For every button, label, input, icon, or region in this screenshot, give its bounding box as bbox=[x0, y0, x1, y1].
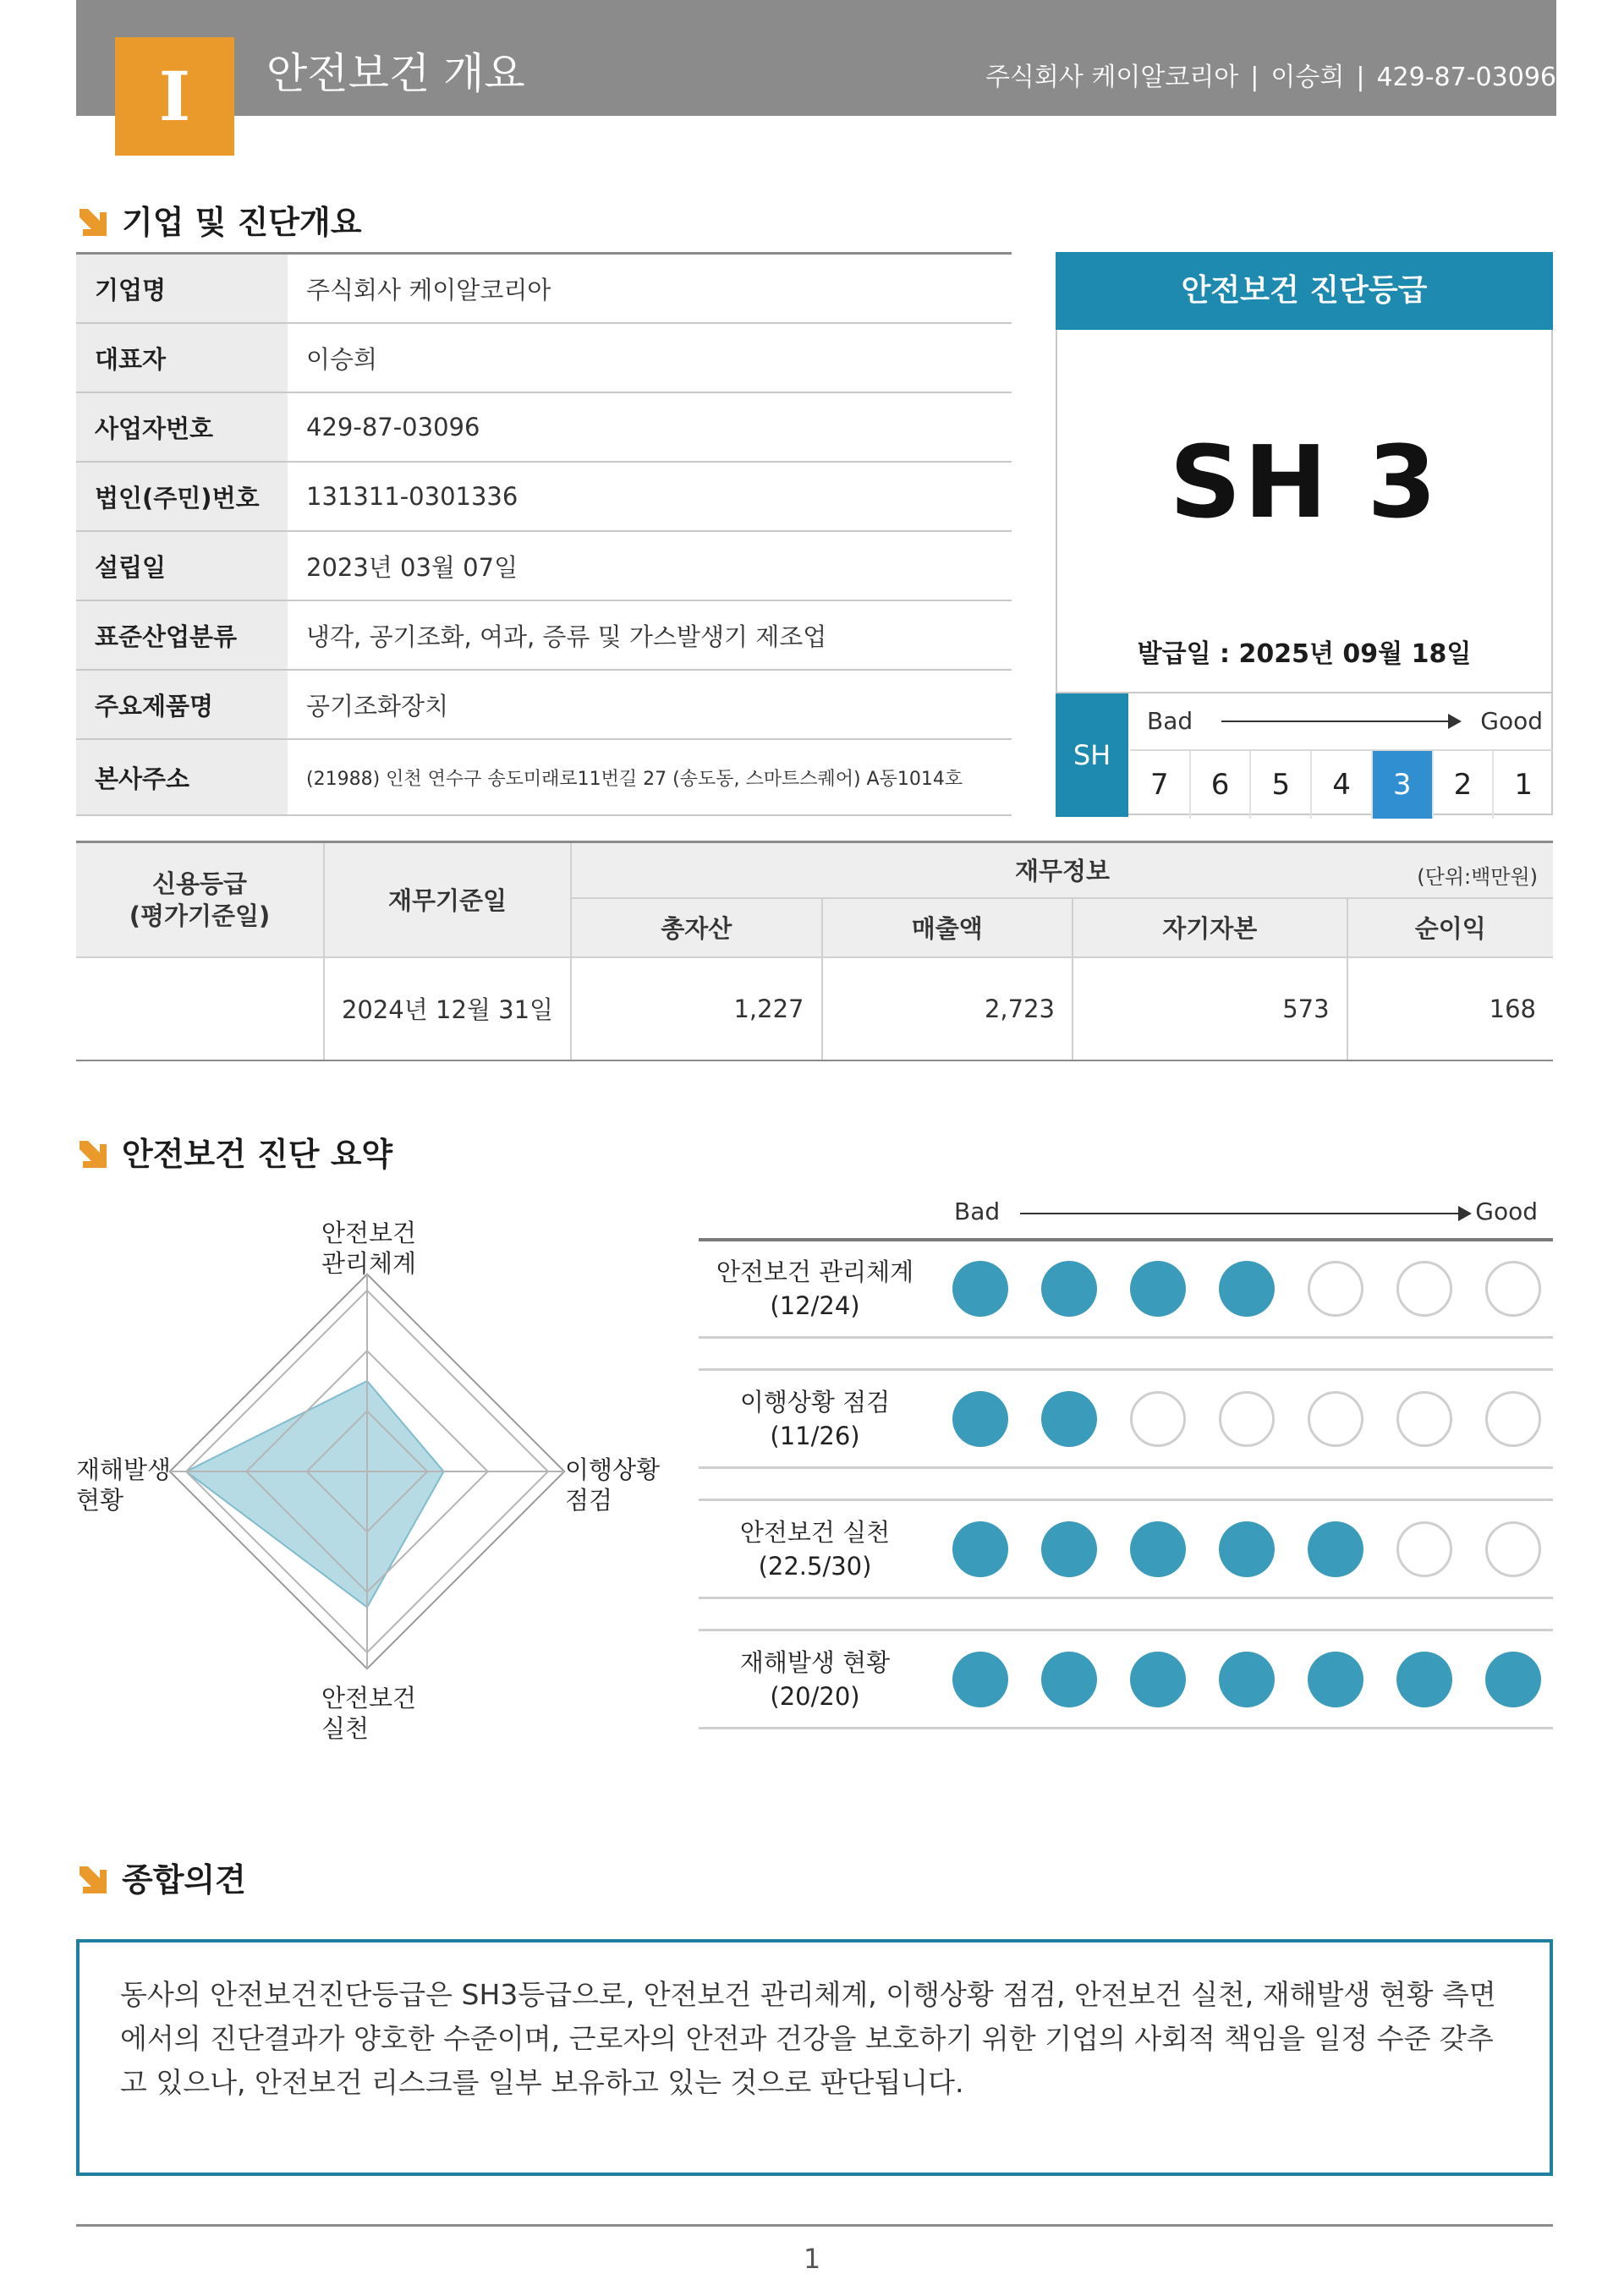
section-heading-overview bbox=[76, 201, 361, 244]
row-value: (21988) 인천 연수구 송도미래로11번길 27 (송도동, 스마트스퀘어) A동1014호 bbox=[306, 768, 963, 790]
credit-header bbox=[76, 842, 324, 957]
page-title: 안전보건 개요 bbox=[266, 49, 525, 98]
header-company: 주식회사 케이알코리아 bbox=[985, 63, 1239, 92]
radar-label-line: 현황 bbox=[76, 1486, 124, 1515]
radar-chart bbox=[76, 1218, 685, 1759]
filled-dot bbox=[1130, 1261, 1186, 1317]
table-row bbox=[76, 324, 1012, 393]
summary-score-panel bbox=[699, 1194, 1553, 1759]
header-meta: 주식회사 케이알코리아 | 이승희 | 429-87-03096 bbox=[985, 63, 1556, 92]
score-dots bbox=[952, 1391, 1541, 1447]
table-row bbox=[76, 463, 1012, 532]
arrow-right-icon bbox=[1020, 1213, 1468, 1214]
row-key: 법인(주민)번호 bbox=[76, 463, 288, 530]
summary-row-title: 안전보건 관리체계 bbox=[716, 1258, 914, 1286]
filled-dot bbox=[952, 1391, 1008, 1447]
filled-dot bbox=[1130, 1652, 1186, 1707]
finance-info-label: 재무정보 bbox=[1014, 857, 1111, 886]
filled-dot bbox=[1219, 1261, 1275, 1317]
filled-dot bbox=[952, 1261, 1008, 1317]
filled-dot bbox=[1041, 1261, 1097, 1317]
radar-label-line: 재해발생 bbox=[76, 1455, 172, 1484]
dots-bad-label: Bad bbox=[954, 1197, 1001, 1225]
radar-label-line: 이행상황 bbox=[565, 1455, 661, 1484]
credit-header-line1: 신용등급 bbox=[151, 869, 248, 898]
radar-label-line: 안전보건 bbox=[321, 1219, 417, 1247]
filled-dot bbox=[952, 1652, 1008, 1707]
opinion-text: 동사의 안전보건진단등급은 SH3등급으로, 안전보건 관리체계, 이행상황 점검, 안전보건 실천, 재해발생 현황 측면에서의 진단결과가 양호한 수준이며, 근로자의 안전과 건강을 보호하기 위한 기업의 사회적 책임을 일정 수준 갖추고 있으나, 안전보건 리스크를 일부 보유하고 있는 것으로 판단됩니다. bbox=[76, 1939, 1553, 2176]
filled-dot bbox=[1219, 1521, 1275, 1577]
table-row bbox=[76, 842, 1553, 898]
radar-label-line: 관리체계 bbox=[321, 1249, 417, 1278]
section-title: 기업 및 진단개요 bbox=[122, 204, 362, 241]
filled-dot bbox=[1485, 1652, 1541, 1707]
equity-value: 573 bbox=[1073, 957, 1347, 1060]
page-number: 1 bbox=[803, 2243, 821, 2275]
column-header: 총자산 bbox=[571, 898, 822, 957]
summary-row-score: (20/20) bbox=[770, 1681, 860, 1711]
filled-dot bbox=[1130, 1521, 1186, 1577]
empty-dot bbox=[1308, 1391, 1363, 1447]
row-key: 표준산업분류 bbox=[76, 601, 288, 669]
dots-scale bbox=[699, 1194, 1553, 1238]
scale-cell: 4 bbox=[1310, 751, 1371, 819]
table-row bbox=[76, 393, 1012, 463]
section-title: 안전보건 진단 요약 bbox=[122, 1136, 393, 1173]
arrow-right-icon bbox=[1221, 721, 1458, 722]
filled-dot bbox=[1219, 1652, 1275, 1707]
header-ceo: 이승희 bbox=[1270, 63, 1345, 92]
chapter-badge: I bbox=[115, 37, 234, 156]
issue-date: 발급일 : 2025년 09월 18일 bbox=[1137, 639, 1472, 669]
radar-label-right bbox=[565, 1455, 660, 1515]
arrow-corner-icon bbox=[76, 205, 110, 239]
summary-row-label bbox=[699, 1255, 931, 1323]
summary-row bbox=[699, 1238, 1553, 1339]
score-dots bbox=[952, 1521, 1541, 1577]
summary-row-label bbox=[699, 1646, 931, 1713]
section-heading-opinion bbox=[76, 1859, 246, 1901]
summary-row-title: 이행상황 점검 bbox=[739, 1387, 891, 1417]
finance-info-header bbox=[571, 842, 1553, 898]
row-key: 기업명 bbox=[76, 255, 288, 322]
credit-header-line2: (평가기준일) bbox=[129, 901, 271, 930]
scale-cells bbox=[1130, 749, 1553, 819]
row-value: 이승희 bbox=[306, 344, 378, 374]
summary-rows bbox=[699, 1238, 1553, 1729]
filled-dot bbox=[1041, 1391, 1097, 1447]
filled-dot bbox=[1041, 1652, 1097, 1707]
summary-row-score: (12/24) bbox=[770, 1291, 860, 1320]
empty-dot bbox=[1130, 1391, 1186, 1447]
empty-dot bbox=[1308, 1261, 1363, 1317]
table-row bbox=[76, 252, 1012, 324]
row-value: 주식회사 케이알코리아 bbox=[306, 275, 551, 304]
column-header: 순이익 bbox=[1347, 898, 1553, 957]
unit-label: (단위:백만원) bbox=[1417, 865, 1538, 889]
row-key: 본사주소 bbox=[76, 740, 288, 814]
row-value: 131311-0301336 bbox=[306, 482, 518, 511]
scale-good-label: Good bbox=[1480, 707, 1543, 735]
credit-value bbox=[76, 957, 324, 1060]
scale-cell: 2 bbox=[1432, 751, 1493, 819]
row-value: 냉각, 공기조화, 여과, 증류 및 가스발생기 제조업 bbox=[306, 622, 827, 651]
row-key: 주요제품명 bbox=[76, 671, 288, 738]
finance-table bbox=[76, 841, 1553, 1061]
table-row bbox=[76, 740, 1012, 816]
row-value: 429-87-03096 bbox=[306, 413, 480, 441]
summary-row bbox=[699, 1499, 1553, 1599]
radar-label-line: 점검 bbox=[565, 1486, 613, 1515]
filled-dot bbox=[1396, 1652, 1452, 1707]
grade-value: SH 3 bbox=[1169, 424, 1440, 540]
empty-dot bbox=[1396, 1521, 1452, 1577]
summary-row bbox=[699, 1629, 1553, 1729]
row-key: 사업자번호 bbox=[76, 393, 288, 461]
row-value: 공기조화장치 bbox=[306, 691, 449, 721]
column-header: 자기자본 bbox=[1073, 898, 1347, 957]
row-value: 2023년 03월 07일 bbox=[306, 552, 518, 582]
grade-card bbox=[1056, 252, 1553, 815]
date-value: 2024년 12월 31일 bbox=[324, 957, 571, 1060]
footer-divider bbox=[76, 2224, 1553, 2227]
radar-label-top bbox=[321, 1218, 416, 1279]
filled-dot bbox=[1041, 1521, 1097, 1577]
radar-label-left bbox=[76, 1455, 171, 1515]
dots-good-label: Good bbox=[1475, 1197, 1538, 1225]
filled-dot bbox=[1308, 1652, 1363, 1707]
summary-row bbox=[699, 1368, 1553, 1469]
filled-dot bbox=[1308, 1521, 1363, 1577]
table-row bbox=[76, 957, 1553, 1060]
scale-cell: 1 bbox=[1492, 751, 1553, 819]
row-key: 대표자 bbox=[76, 324, 288, 392]
scale-cell: 6 bbox=[1189, 751, 1250, 819]
summary-row-title: 안전보건 실천 bbox=[739, 1517, 891, 1547]
date-header: 재무기준일 bbox=[324, 842, 571, 957]
total-assets-value: 1,227 bbox=[571, 957, 822, 1060]
table-row bbox=[76, 671, 1012, 740]
table-row bbox=[76, 601, 1012, 671]
radar-label-line: 실천 bbox=[321, 1714, 370, 1743]
header-biz-no: 429-87-03096 bbox=[1376, 63, 1556, 92]
empty-dot bbox=[1485, 1391, 1541, 1447]
summary-row-label bbox=[699, 1385, 931, 1453]
filled-dot bbox=[952, 1521, 1008, 1577]
empty-dot bbox=[1219, 1391, 1275, 1447]
summary-row-score: (11/26) bbox=[770, 1421, 860, 1450]
scale-cell: 7 bbox=[1150, 768, 1169, 802]
net-income-value: 168 bbox=[1347, 957, 1553, 1060]
section-heading-summary bbox=[76, 1133, 392, 1175]
company-info-table bbox=[76, 252, 1012, 816]
summary-row-score: (22.5/30) bbox=[758, 1551, 872, 1581]
radar-label-line: 안전보건 bbox=[321, 1684, 417, 1712]
sales-value: 2,723 bbox=[822, 957, 1073, 1060]
radar-label-bottom bbox=[321, 1683, 416, 1744]
summary-row-label bbox=[699, 1515, 931, 1583]
table-row bbox=[76, 532, 1012, 601]
empty-dot bbox=[1485, 1521, 1541, 1577]
arrow-corner-icon bbox=[76, 1137, 110, 1171]
section-title: 종합의견 bbox=[122, 1861, 246, 1899]
score-dots bbox=[952, 1261, 1541, 1317]
empty-dot bbox=[1396, 1261, 1452, 1317]
empty-dot bbox=[1396, 1391, 1452, 1447]
arrow-corner-icon bbox=[76, 1863, 110, 1897]
grade-card-header: 안전보건 진단등급 bbox=[1056, 252, 1553, 330]
empty-dot bbox=[1485, 1261, 1541, 1317]
score-dots bbox=[952, 1652, 1541, 1707]
scale-label: SH bbox=[1056, 693, 1128, 817]
scale-bad-label: Bad bbox=[1147, 707, 1193, 735]
summary-row-title: 재해발생 현황 bbox=[739, 1647, 891, 1677]
row-key: 설립일 bbox=[76, 532, 288, 600]
column-header: 매출액 bbox=[822, 898, 1073, 957]
grade-scale bbox=[1056, 692, 1553, 819]
scale-cell: 3 bbox=[1371, 751, 1432, 819]
scale-cell: 5 bbox=[1249, 751, 1310, 819]
